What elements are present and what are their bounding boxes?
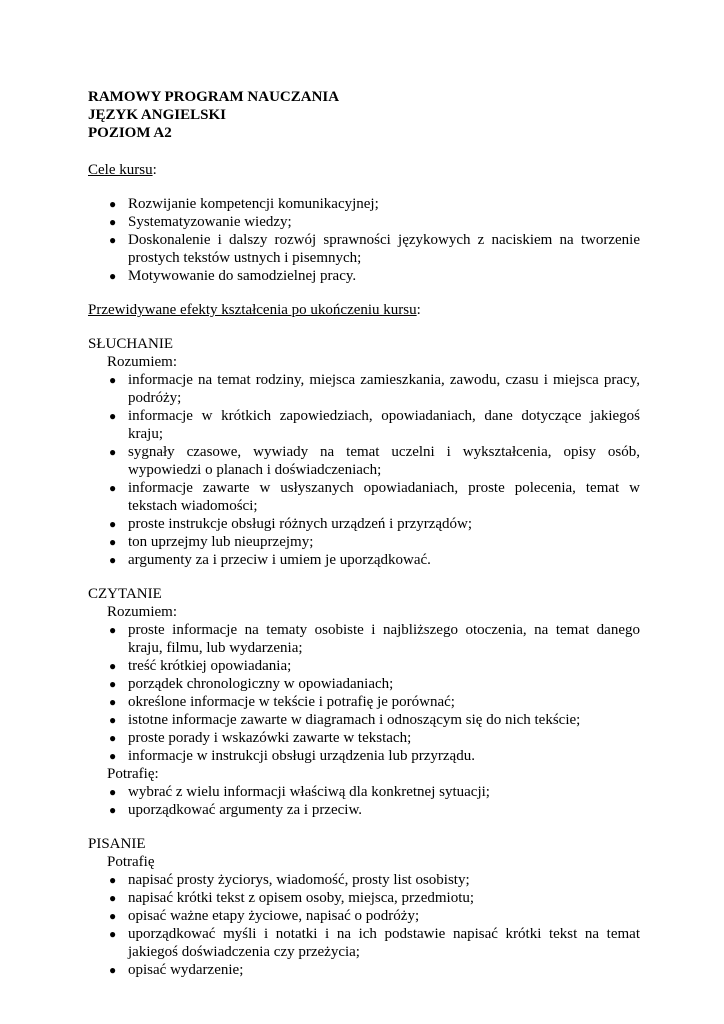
list-item [88, 371, 640, 407]
bullet-icon: ● [109, 909, 117, 923]
course-goals-heading [88, 161, 640, 179]
list-item [88, 871, 640, 889]
list-item-text: Doskonalenie i dalszy rozwój sprawności językowych z naciskiem na tworzenie prostych tekstów ustnych i pisemnych; [128, 232, 640, 266]
reading-subheading-2: Potrafię: [107, 766, 159, 782]
list-item-text: napisać krótki tekst z opisem osoby, miejsca, przedmiotu; [128, 890, 475, 906]
outcomes-heading [88, 301, 640, 319]
course-goals-list [88, 195, 640, 285]
bullet-icon: ● [109, 677, 117, 691]
bullet-icon: ● [109, 535, 117, 549]
bullet-icon: ● [109, 233, 117, 247]
list-item-text: informacje w instrukcji obsługi urządzenia lub przyrządu. [128, 748, 475, 764]
document-title [88, 88, 640, 142]
writing-subheading: Potrafię [107, 854, 155, 870]
list-item [88, 693, 640, 711]
list-item-text: uporządkować argumenty za i przeciw. [128, 802, 363, 818]
list-item-text: opisać ważne etapy życiowe, napisać o podróży; [128, 908, 420, 924]
reading-list [88, 621, 640, 765]
list-item-text: proste porady i wskazówki zawarte w tekstach; [128, 730, 412, 746]
list-item-text: napisać prosty życiorys, wiadomość, prosty list osobisty; [128, 872, 470, 888]
list-item [88, 213, 640, 231]
writing-heading: PISANIE [88, 836, 146, 852]
list-item [88, 267, 640, 285]
bullet-icon: ● [109, 927, 117, 941]
list-item [88, 783, 640, 801]
list-item-text: określone informacje w tekście i potrafię je porównać; [128, 694, 455, 710]
bullet-icon: ● [109, 445, 117, 459]
list-item [88, 407, 640, 443]
bullet-icon: ● [109, 623, 117, 637]
bullet-icon: ● [109, 785, 117, 799]
list-item-text: treść krótkiej opowiadania; [128, 658, 292, 674]
list-item-text: argumenty za i przeciw i umiem je uporządkować. [128, 552, 431, 568]
list-item [88, 675, 640, 693]
list-item-text: Rozwijanie kompetencji komunikacyjnej; [128, 196, 379, 212]
list-item-text: informacje na temat rodziny, miejsca zamieszkania, zawodu, czasu i miejsca pracy, podróży; [128, 372, 640, 406]
list-item-text: Motywowanie do samodzielnej pracy. [128, 268, 357, 284]
list-item [88, 621, 640, 657]
list-item-text: informacje zawarte w usłyszanych opowiadaniach, proste polecenia, temat w tekstach wiadomości; [128, 480, 640, 514]
list-item-text: ton uprzejmy lub nieuprzejmy; [128, 534, 314, 550]
list-item [88, 907, 640, 925]
bullet-icon: ● [109, 891, 117, 905]
bullet-icon: ● [109, 695, 117, 709]
listening-subheading: Rozumiem: [107, 354, 177, 370]
list-item [88, 515, 640, 533]
bullet-icon: ● [109, 731, 117, 745]
list-item [88, 533, 640, 551]
course-goals-heading-text: Cele kursu [88, 162, 153, 178]
reading-list-2 [88, 783, 640, 819]
list-item-text: istotne informacje zawarte w diagramach i odnoszącym się do nich tekście; [128, 712, 581, 728]
list-item-text: sygnały czasowe, wywiady na temat uczelni i wykształcenia, opisy osób, wypowiedzi o planach i doświadczeniach; [128, 444, 640, 478]
list-item [88, 551, 640, 569]
bullet-icon: ● [109, 481, 117, 495]
bullet-icon: ● [109, 409, 117, 423]
title-line-3: POZIOM A2 [88, 125, 172, 141]
writing-list [88, 871, 640, 979]
bullet-icon: ● [109, 963, 117, 977]
list-item [88, 195, 640, 213]
list-item [88, 479, 640, 515]
list-item [88, 925, 640, 961]
list-item-text: Systematyzowanie wiedzy; [128, 214, 292, 230]
bullet-icon: ● [109, 269, 117, 283]
document-page [88, 88, 640, 979]
list-item [88, 961, 640, 979]
outcomes-heading-text: Przewidywane efekty kształcenia po ukończeniu kursu [88, 302, 417, 318]
bullet-icon: ● [109, 873, 117, 887]
bullet-icon: ● [109, 713, 117, 727]
list-item-text: proste instrukcje obsługi różnych urządzeń i przyrządów; [128, 516, 473, 532]
title-line-1: RAMOWY PROGRAM NAUCZANIA [88, 89, 340, 105]
list-item [88, 443, 640, 479]
bullet-icon: ● [109, 373, 117, 387]
bullet-icon: ● [109, 749, 117, 763]
list-item [88, 889, 640, 907]
title-line-2: JĘZYK ANGIELSKI [88, 107, 226, 123]
bullet-icon: ● [109, 803, 117, 817]
course-goals-heading-colon: : [152, 162, 157, 178]
bullet-icon: ● [109, 553, 117, 567]
list-item [88, 747, 640, 765]
list-item [88, 657, 640, 675]
reading-subheading: Rozumiem: [107, 604, 177, 620]
list-item-text: proste informacje na tematy osobiste i najbliższego otoczenia, na temat danego kraju, filmu, lub wydarzenia; [128, 622, 640, 656]
list-item [88, 729, 640, 747]
reading-heading: CZYTANIE [88, 586, 162, 602]
list-item [88, 711, 640, 729]
outcomes-heading-colon: : [416, 302, 421, 318]
list-item-text: opisać wydarzenie; [128, 962, 244, 978]
bullet-icon: ● [109, 659, 117, 673]
list-item-text: informacje w krótkich zapowiedziach, opowiadaniach, dane dotyczące jakiegoś kraju; [128, 408, 640, 442]
list-item-text: wybrać z wielu informacji właściwą dla konkretnej sytuacji; [128, 784, 490, 800]
list-item-text: uporządkować myśli i notatki i na ich podstawie napisać krótki tekst na temat jakiegoś doświadczenia czy przeżycia; [128, 926, 640, 960]
bullet-icon: ● [109, 517, 117, 531]
listening-list [88, 371, 640, 569]
list-item [88, 801, 640, 819]
listening-heading: SŁUCHANIE [88, 336, 173, 352]
bullet-icon: ● [109, 215, 117, 229]
list-item-text: porządek chronologiczny w opowiadaniach; [128, 676, 394, 692]
bullet-icon: ● [109, 197, 117, 211]
list-item [88, 231, 640, 267]
